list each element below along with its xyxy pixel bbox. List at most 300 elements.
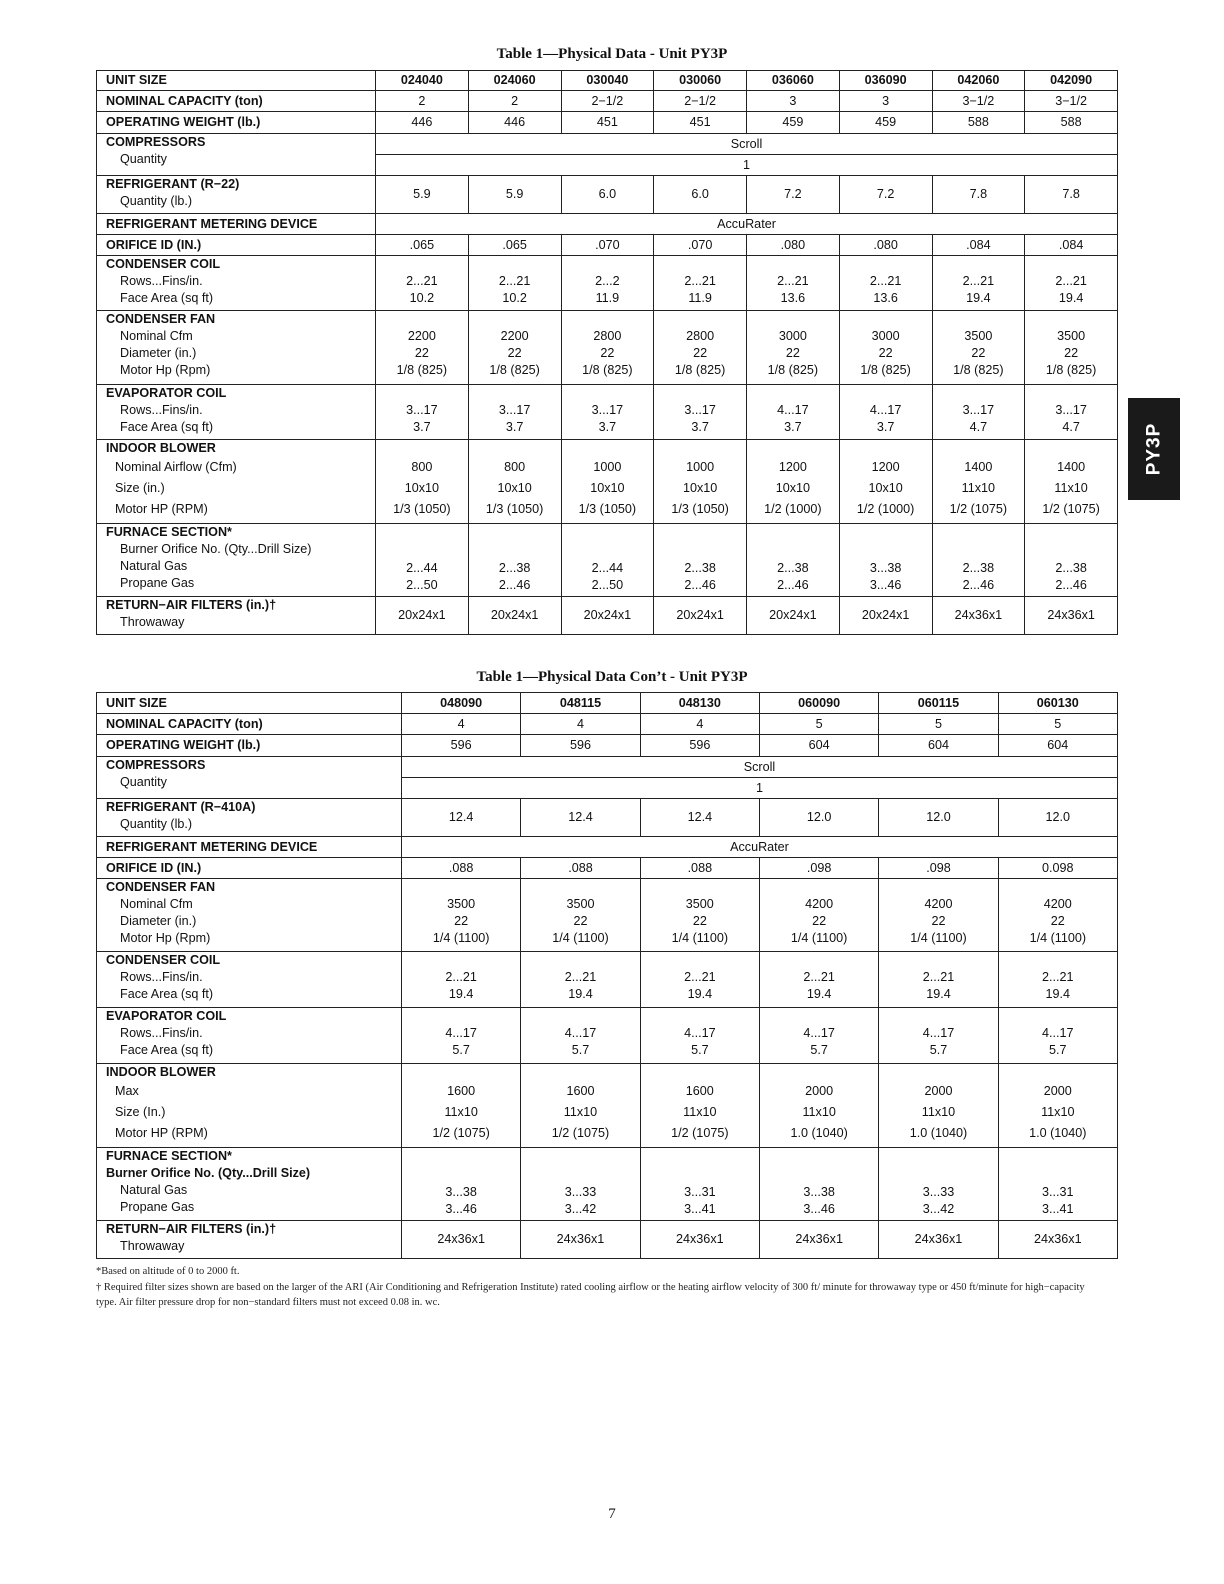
cond_fan-value: 22 xyxy=(878,346,893,360)
furnace-value: 2...46 xyxy=(684,578,716,592)
evap_coil-value: 3.7 xyxy=(876,420,895,434)
capacity-value: 4 xyxy=(640,714,759,735)
furnace-cell xyxy=(640,1148,759,1221)
furnace-value: 3...46 xyxy=(869,578,902,592)
blower-cell xyxy=(998,1064,1117,1148)
filters-value: 24x36x1 xyxy=(879,1221,998,1259)
cond_coil-row xyxy=(97,952,1118,1008)
cond_fan-value: 4200 xyxy=(1043,897,1072,911)
capacity-value: 3−1/2 xyxy=(1025,91,1118,112)
blower-value: 10x10 xyxy=(868,481,903,495)
furnace-value: 3...38 xyxy=(803,1185,835,1199)
capacity-value: 5 xyxy=(759,714,878,735)
blower-value: 800 xyxy=(504,460,526,474)
cond_fan-cell xyxy=(640,879,759,952)
blower-value: 1/2 (1000) xyxy=(856,502,915,516)
cond_coil-value: 2...21 xyxy=(1055,274,1087,288)
unit-size-cell: 036090 xyxy=(839,71,932,91)
evap_coil-cell xyxy=(376,385,469,440)
cond_coil-value: 19.4 xyxy=(806,987,832,1001)
orifice-value: 0.098 xyxy=(998,858,1117,879)
cond_coil-value: 10.2 xyxy=(502,291,527,305)
evap_coil-cell xyxy=(1025,385,1118,440)
capacity-value: 3 xyxy=(839,91,932,112)
evap_coil-cell xyxy=(998,1008,1117,1064)
cond_fan-sublabel: Diameter (in.) xyxy=(120,346,197,360)
orifice-value: .088 xyxy=(640,858,759,879)
capacity-label: NOMINAL CAPACITY (ton) xyxy=(106,716,263,731)
cond_coil-cell xyxy=(640,952,759,1008)
evap_coil-value: 5.7 xyxy=(1049,1043,1067,1057)
orifice-label-cell xyxy=(97,235,376,256)
cond_fan-value: 3500 xyxy=(964,329,993,343)
filters-value: 24x36x1 xyxy=(402,1221,521,1259)
refrigerant-label-cell xyxy=(97,799,402,837)
filters-label-cell xyxy=(97,1221,402,1259)
cond_fan-row xyxy=(97,311,1118,385)
cond_coil-value: 11.9 xyxy=(688,291,712,305)
page-number: 7 xyxy=(608,1506,616,1522)
evap_coil-cell xyxy=(654,385,747,440)
cond_fan-value: 1/8 (825) xyxy=(1045,363,1097,377)
cond_coil-sublabel: Rows...Fins/in. xyxy=(120,274,203,288)
unit-size-cell: 036060 xyxy=(747,71,840,91)
blower-value: 1200 xyxy=(778,460,807,474)
cond_coil-value: 2...21 xyxy=(684,274,716,288)
weight-row xyxy=(97,112,1118,134)
metering-device: AccuRater xyxy=(402,837,1118,858)
furnace-cell xyxy=(654,524,747,597)
evap_coil-value: 3.7 xyxy=(505,420,524,434)
unit-size-label: UNIT SIZE xyxy=(97,71,376,91)
refrigerant-value: 7.8 xyxy=(932,176,1025,214)
cond_coil-value: 10.2 xyxy=(409,291,435,305)
cond_fan-cell xyxy=(654,311,747,385)
blower-value: 1.0 (1040) xyxy=(909,1126,968,1140)
evap_coil-cell xyxy=(561,385,654,440)
evap_coil-value: 4...17 xyxy=(869,403,902,417)
cond_fan-value: 4200 xyxy=(924,897,953,911)
cond_fan-cell xyxy=(879,879,998,952)
unit-size-cell: 048090 xyxy=(402,693,521,714)
cond_fan-cell xyxy=(759,879,878,952)
filters-label-cell xyxy=(97,597,376,635)
unit-size-row xyxy=(97,71,1118,91)
orifice-value: .084 xyxy=(932,235,1025,256)
cond_fan-value: 22 xyxy=(507,346,522,360)
refrigerant-value: 5.9 xyxy=(468,176,561,214)
table1-caption: Table 1—Physical Data - Unit PY3P xyxy=(496,46,728,62)
blower-cell xyxy=(654,440,747,524)
unit-size-row xyxy=(97,693,1118,714)
cond_coil-label-cell xyxy=(97,256,376,311)
blower-value: 11x10 xyxy=(563,1105,598,1119)
blower-label-cell xyxy=(97,1064,402,1148)
furnace-label-cell xyxy=(97,524,376,597)
cond_coil-value: 2...2 xyxy=(595,274,620,288)
evap_coil-value: 5.7 xyxy=(691,1043,709,1057)
capacity-row xyxy=(97,91,1118,112)
evap_coil-sublabel: Rows...Fins/in. xyxy=(120,403,203,417)
furnace-cell xyxy=(521,1148,640,1221)
cond_coil-value: 2...21 xyxy=(445,970,477,984)
unit-size-cell: 060090 xyxy=(759,693,878,714)
cond_coil-label-cell xyxy=(97,952,402,1008)
furnace-value: 2...44 xyxy=(591,561,624,575)
capacity-label: NOMINAL CAPACITY (ton) xyxy=(106,93,263,108)
capacity-label-cell xyxy=(97,91,376,112)
compressor-type: Scroll xyxy=(402,757,1118,778)
capacity-value: 2−1/2 xyxy=(561,91,654,112)
blower-value: 1/3 (1050) xyxy=(671,502,729,516)
cond_coil-value: 19.4 xyxy=(1045,987,1071,1001)
blower-value: 2000 xyxy=(1043,1084,1072,1098)
filters-row xyxy=(97,597,1118,635)
evap_coil-cell xyxy=(402,1008,521,1064)
filters-sublabel: Throwaway xyxy=(120,615,185,629)
evap_coil-value: 3...17 xyxy=(498,403,531,417)
evap_coil-cell xyxy=(759,1008,878,1064)
cond_fan-value: 1/8 (825) xyxy=(767,363,819,377)
cond_fan-value: 1/8 (825) xyxy=(396,363,448,377)
furnace-cell xyxy=(932,524,1025,597)
cond_fan-cell xyxy=(747,311,840,385)
blower-value: 800 xyxy=(411,460,433,474)
cond_fan-cell xyxy=(998,879,1117,952)
cond_fan-value: 1/8 (825) xyxy=(489,363,540,377)
cond_fan-value: 3000 xyxy=(778,329,807,343)
weight-value: 446 xyxy=(468,112,561,134)
evap_coil-value: 3...17 xyxy=(406,403,438,417)
side-tab-label: PY3P xyxy=(1143,422,1164,476)
furnace-cell xyxy=(402,1148,521,1221)
cond_fan-cell xyxy=(402,879,521,952)
compressor-type: Scroll xyxy=(376,134,1118,155)
blower-value: 10x10 xyxy=(404,481,440,495)
cond_coil-value: 2...21 xyxy=(498,274,531,288)
blower-value: 1.0 (1040) xyxy=(1029,1126,1087,1140)
cond_coil-cell xyxy=(759,952,878,1008)
furnace-value: 3...38 xyxy=(869,561,902,575)
refrigerant-value: 6.0 xyxy=(561,176,654,214)
table2-caption: Table 1—Physical Data Con’t - Unit PY3P xyxy=(476,669,748,685)
orifice-value: .080 xyxy=(839,235,932,256)
blower-value: 1600 xyxy=(685,1084,714,1098)
cond_fan-sublabel: Nominal Cfm xyxy=(120,897,193,911)
orifice-label-cell xyxy=(97,858,402,879)
weight-value: 604 xyxy=(759,735,878,757)
physical-data-table xyxy=(96,70,1118,635)
cond_coil-value: 19.4 xyxy=(926,987,951,1001)
cond_coil-cell xyxy=(654,256,747,311)
furnace-cell xyxy=(468,524,561,597)
cond_coil-cell xyxy=(839,256,932,311)
evap_coil-value: 3...17 xyxy=(684,403,716,417)
metering-device: AccuRater xyxy=(376,214,1118,235)
furnace-value: 2...38 xyxy=(962,561,995,575)
furnace-value: 2...38 xyxy=(684,561,716,575)
furnace-value: 2...46 xyxy=(962,578,995,592)
evap_coil-sublabel: Rows...Fins/in. xyxy=(120,1026,203,1040)
blower-value: 1/2 (1075) xyxy=(432,1126,490,1140)
refrigerant-value: 12.4 xyxy=(402,799,521,837)
furnace-sublabel: Natural Gas xyxy=(120,559,188,573)
blower-value: 1/2 (1000) xyxy=(764,502,822,516)
cond_coil-value: 2...21 xyxy=(962,274,995,288)
cond_coil-value: 2...21 xyxy=(777,274,809,288)
unit-size-cell: 042090 xyxy=(1025,71,1118,91)
furnace-value: 3...41 xyxy=(684,1202,716,1216)
blower-value: 1.0 (1040) xyxy=(790,1126,848,1140)
cond_fan-value: 3500 xyxy=(685,897,714,911)
cond_fan-cell xyxy=(839,311,932,385)
furnace-value: 2...50 xyxy=(591,578,624,592)
cond_fan-value: 2800 xyxy=(593,329,622,343)
evap_coil-cell xyxy=(879,1008,998,1064)
cond_coil-cell xyxy=(468,256,561,311)
unit-size-cell: 030040 xyxy=(561,71,654,91)
evap_coil-value: 4...17 xyxy=(922,1026,955,1040)
cond_fan-value: 22 xyxy=(971,346,986,360)
cond_coil-value: 19.4 xyxy=(448,987,474,1001)
furnace-value: 3...33 xyxy=(564,1185,597,1199)
cond_coil-value: 11.9 xyxy=(595,291,620,305)
blower-value: 1/2 (1075) xyxy=(1042,502,1100,516)
furnace-value: 3...33 xyxy=(922,1185,955,1199)
blower-cell xyxy=(747,440,840,524)
capacity-label-cell xyxy=(97,714,402,735)
orifice-label: ORIFICE ID (IN.) xyxy=(106,237,202,252)
cond_fan-value: 1/8 (825) xyxy=(953,363,1004,377)
cond_coil-value: 19.4 xyxy=(687,987,713,1001)
evap_coil-value: 5.7 xyxy=(571,1043,590,1057)
evap_coil-row xyxy=(97,385,1118,440)
cond_coil-value: 2...21 xyxy=(803,970,835,984)
metering-row xyxy=(97,214,1118,235)
cond_coil-value: 2...21 xyxy=(869,274,902,288)
cond_coil-cell xyxy=(561,256,654,311)
cond_coil-value: 2...21 xyxy=(406,274,438,288)
weight-value: 596 xyxy=(402,735,521,757)
weight-label: OPERATING WEIGHT (lb.) xyxy=(106,115,261,129)
capacity-value: 3−1/2 xyxy=(932,91,1025,112)
furnace-cell xyxy=(839,524,932,597)
unit-size-cell: 060130 xyxy=(998,693,1117,714)
weight-label: OPERATING WEIGHT (lb.) xyxy=(106,738,261,752)
compressors-label-cell xyxy=(97,134,376,176)
furnace-value: 2...38 xyxy=(1055,561,1087,575)
evap_coil-value: 3.7 xyxy=(598,420,617,434)
metering-label: REFRIGERANT METERING DEVICE xyxy=(97,214,376,235)
weight-value: 604 xyxy=(998,735,1117,757)
refrigerant-row xyxy=(97,176,1118,214)
compressors-row xyxy=(97,757,1118,778)
filters-value: 24x36x1 xyxy=(998,1221,1117,1259)
cond_fan-sublabel: Motor Hp (Rpm) xyxy=(120,931,211,945)
orifice-label: ORIFICE ID (IN.) xyxy=(106,860,202,875)
furnace-value: 3...42 xyxy=(922,1202,955,1216)
cond_fan-value: 22 xyxy=(785,346,800,360)
unit-size-label: UNIT SIZE xyxy=(97,693,402,714)
furnace-row xyxy=(97,1148,1118,1221)
compressors-row xyxy=(97,134,1118,155)
capacity-value: 4 xyxy=(402,714,521,735)
evap_coil-value: 5.7 xyxy=(810,1043,828,1057)
weight-label-cell xyxy=(97,735,402,757)
weight-label-cell xyxy=(97,112,376,134)
evap_coil-value: 5.7 xyxy=(452,1043,470,1057)
refrigerant-sublabel: Quantity (lb.) xyxy=(120,194,193,208)
evap_coil-cell xyxy=(747,385,840,440)
cond_fan-value: 1/4 (1100) xyxy=(790,931,848,945)
cond_fan-value: 2800 xyxy=(686,329,715,343)
blower-value: 10x10 xyxy=(590,481,625,495)
cond_fan-value: 1/4 (1100) xyxy=(910,931,967,945)
weight-value: 459 xyxy=(839,112,932,134)
cond_fan-cell xyxy=(1025,311,1118,385)
blower-value: 10x10 xyxy=(682,481,718,495)
furnace-value: 3...46 xyxy=(445,1202,477,1216)
compressors-label: COMPRESSORS xyxy=(106,135,206,149)
cond_coil-value: 19.4 xyxy=(568,987,593,1001)
blower-value: 11x10 xyxy=(961,481,996,495)
refrigerant-value: 5.9 xyxy=(376,176,469,214)
cond_fan-value: 4200 xyxy=(805,897,834,911)
cond_fan-label-cell xyxy=(97,879,402,952)
cond_fan-row xyxy=(97,879,1118,952)
blower-value: 11x10 xyxy=(1041,1105,1075,1119)
refrigerant-value: 12.4 xyxy=(521,799,640,837)
evap_coil-value: 3...17 xyxy=(591,403,624,417)
cond_fan-sublabel: Diameter (in.) xyxy=(120,914,197,928)
blower-sublabel: Max xyxy=(115,1084,139,1098)
furnace-sublabel: Propane Gas xyxy=(120,1200,195,1214)
evap_coil-value: 3...17 xyxy=(962,403,995,417)
weight-value: 596 xyxy=(521,735,640,757)
evap_coil-label: EVAPORATOR COIL xyxy=(106,386,227,400)
unit-size-cell: 042060 xyxy=(932,71,1025,91)
cond_fan-value: 2200 xyxy=(407,329,436,343)
filters-value: 20x24x1 xyxy=(468,597,561,635)
filters-value: 24x36x1 xyxy=(1025,597,1118,635)
blower-value: 1/3 (1050) xyxy=(578,502,637,516)
blower-value: 10x10 xyxy=(775,481,811,495)
blower-value: 11x10 xyxy=(802,1105,836,1119)
footnote-filters: † Required filter sizes shown are based on the larger of the ARI (Air Conditioning and Refrigeration Institute) rated cooling airflow or the heating airflow velocity of 300 ft/ minute for throwaway type or 450 ft/minute for high−capacity type. Air filter pressure drop for non−standard filters must not exceed 0.08 in. wc. xyxy=(96,1282,1085,1308)
blower-sublabel: Motor HP (RPM) xyxy=(115,502,208,516)
orifice-row xyxy=(97,858,1118,879)
cond_fan-value: 22 xyxy=(573,914,588,928)
capacity-value: 2−1/2 xyxy=(654,91,747,112)
refrigerant-sublabel: Quantity (lb.) xyxy=(120,817,193,831)
blower-cell xyxy=(468,440,561,524)
furnace-label-cell xyxy=(97,1148,402,1221)
cond_fan-value: 3500 xyxy=(566,897,595,911)
blower-value: 1600 xyxy=(447,1084,476,1098)
refrigerant-value: 12.0 xyxy=(998,799,1117,837)
furnace-cell xyxy=(747,524,840,597)
orifice-value: .084 xyxy=(1025,235,1118,256)
cond_coil-label: CONDENSER COIL xyxy=(106,257,221,271)
metering-row xyxy=(97,837,1118,858)
cond_coil-value: 2...21 xyxy=(922,970,955,984)
furnace-cell xyxy=(759,1148,878,1221)
blower-value: 1400 xyxy=(964,460,993,474)
cond_coil-value: 2...21 xyxy=(684,970,716,984)
capacity-value: 5 xyxy=(879,714,998,735)
weight-row xyxy=(97,735,1118,757)
blower-cell xyxy=(402,1064,521,1148)
evap_coil-value: 5.7 xyxy=(929,1043,948,1057)
compressor-quantity: 1 xyxy=(376,155,1118,176)
capacity-value: 2 xyxy=(468,91,561,112)
blower-sublabel: Size (In.) xyxy=(115,1105,166,1119)
evap_coil-value: 3...17 xyxy=(1055,403,1087,417)
furnace-value: 2...46 xyxy=(498,578,531,592)
blower-sublabel: Size (in.) xyxy=(115,481,165,495)
refrigerant-label: REFRIGERANT (R−22) xyxy=(106,177,240,191)
furnace-value: 3...38 xyxy=(445,1185,477,1199)
section-side-tab xyxy=(1128,398,1180,500)
cond_coil-value: 13.6 xyxy=(780,291,806,305)
filters-row xyxy=(97,1221,1118,1259)
refrigerant-label-cell xyxy=(97,176,376,214)
furnace-value: 2...44 xyxy=(406,561,438,575)
filters-label: RETURN−AIR FILTERS (in.)† xyxy=(106,598,277,612)
cond_fan-sublabel: Motor Hp (Rpm) xyxy=(120,363,211,377)
furnace-value: 3...41 xyxy=(1042,1202,1074,1216)
blower-cell xyxy=(1025,440,1118,524)
furnace-cell xyxy=(561,524,654,597)
cond_fan-label: CONDENSER FAN xyxy=(106,880,216,894)
cond_fan-value: 22 xyxy=(414,346,429,360)
refrigerant-value: 12.4 xyxy=(640,799,759,837)
cond_fan-value: 1/4 (1100) xyxy=(552,931,609,945)
evap_coil-value: 4...17 xyxy=(777,403,809,417)
refrigerant-value: 6.0 xyxy=(654,176,747,214)
furnace-cell xyxy=(998,1148,1117,1221)
furnace-value: 2...46 xyxy=(777,578,809,592)
evap_coil-label: EVAPORATOR COIL xyxy=(106,1009,227,1023)
cond_fan-value: 22 xyxy=(600,346,615,360)
metering-label: REFRIGERANT METERING DEVICE xyxy=(97,837,402,858)
evap_coil-sublabel: Face Area (sq ft) xyxy=(120,1043,214,1057)
furnace-sublabel: Propane Gas xyxy=(120,576,195,590)
cond_fan-value: 22 xyxy=(931,914,946,928)
refrigerant-value: 7.2 xyxy=(747,176,840,214)
capacity-value: 3 xyxy=(747,91,840,112)
furnace-value: 2...38 xyxy=(498,561,531,575)
cond_fan-cell xyxy=(376,311,469,385)
cond_fan-value: 22 xyxy=(692,914,707,928)
cond_fan-value: 1/8 (825) xyxy=(860,363,911,377)
orifice-value: .098 xyxy=(879,858,998,879)
orifice-value: .065 xyxy=(468,235,561,256)
blower-value: 2000 xyxy=(805,1084,834,1098)
blower-row xyxy=(97,1064,1118,1148)
compressors-label: COMPRESSORS xyxy=(106,758,206,772)
filters-value: 24x36x1 xyxy=(932,597,1025,635)
cond_coil-cell xyxy=(521,952,640,1008)
cond_coil-sublabel: Face Area (sq ft) xyxy=(120,987,214,1001)
compressors-sublabel: Quantity xyxy=(120,152,167,166)
evap_coil-cell xyxy=(932,385,1025,440)
cond_coil-value: 2...21 xyxy=(1042,970,1074,984)
blower-cell xyxy=(640,1064,759,1148)
weight-value: 451 xyxy=(654,112,747,134)
filters-value: 20x24x1 xyxy=(561,597,654,635)
furnace-cell xyxy=(1025,524,1118,597)
